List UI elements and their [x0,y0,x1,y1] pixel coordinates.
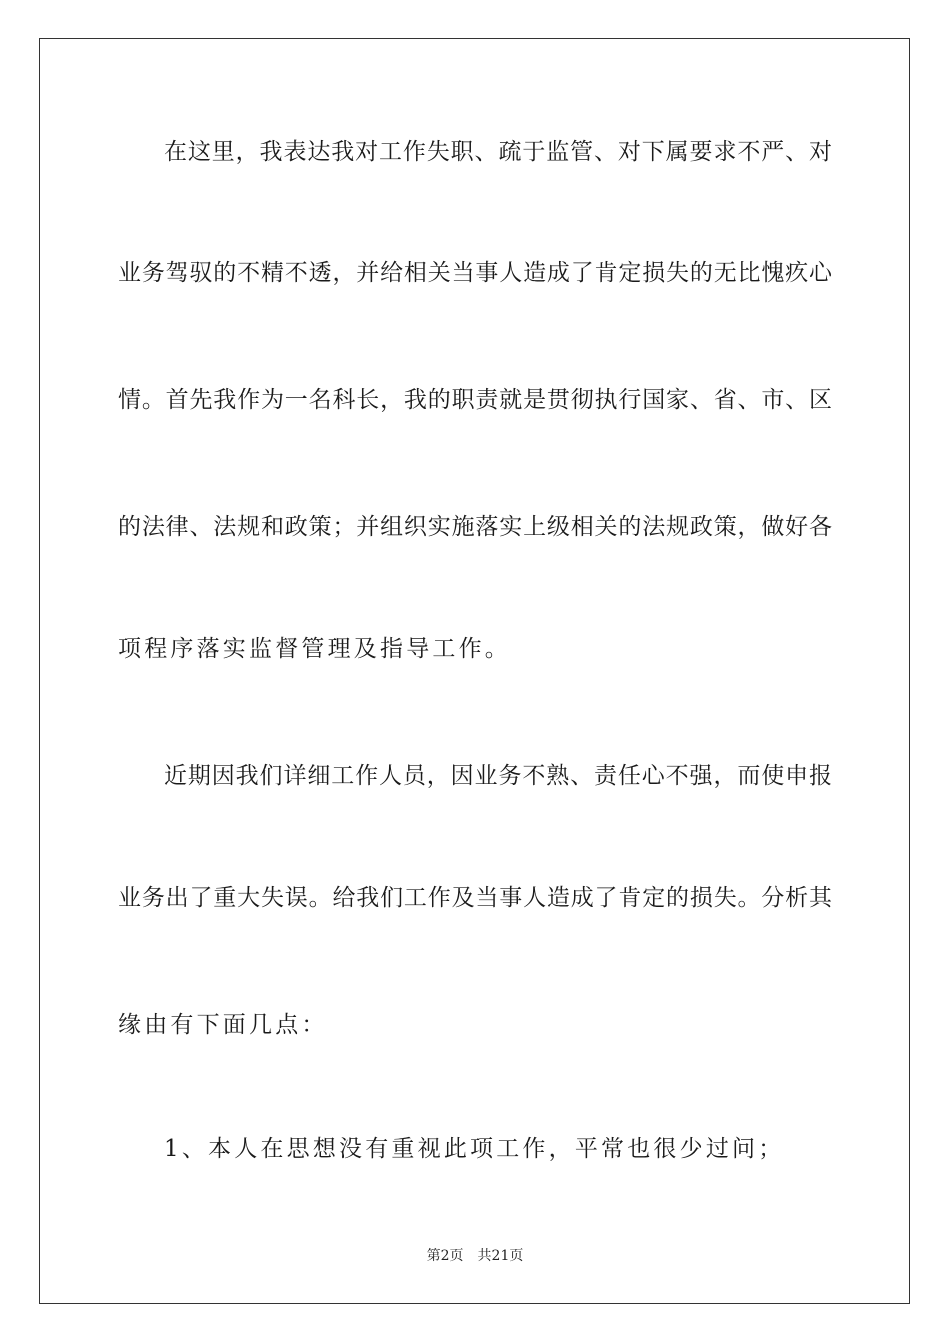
paragraph-2-line-3: 缘由有下面几点： [118,1012,328,1038]
paragraph-1-line-3: 情。首先我作为一名科长，我的职责就是贯彻执行国家、省、市、区 [118,387,832,413]
page-frame [39,38,910,1304]
page-number: 第2页 [426,1248,464,1264]
paragraph-1-line-2: 业务驾驭的不精不透，并给相关当事人造成了肯定损失的无比愧疚心 [118,260,832,286]
paragraph-1-line-4: 的法律、法规和政策；并组织实施落实上级相关的法规政策，做好各 [118,514,832,540]
paragraph-2-line-1: 近期因我们详细工作人员，因业务不熟、责任心不强，而使申报 [164,763,832,789]
list-item-1: 1、本人在思想没有重视此项工作，平常也很少过问； [164,1136,785,1162]
page-footer [0,1247,950,1265]
paragraph-1-line-5: 项程序落实监督管理及指导工作。 [118,636,511,662]
paragraph-1-line-1: 在这里，我表达我对工作失职、疏于监管、对下属要求不严、对 [164,139,832,165]
paragraph-2-line-2: 业务出了重大失误。给我们工作及当事人造成了肯定的损失。分析其 [118,885,832,911]
page-total: 共21页 [477,1248,524,1264]
